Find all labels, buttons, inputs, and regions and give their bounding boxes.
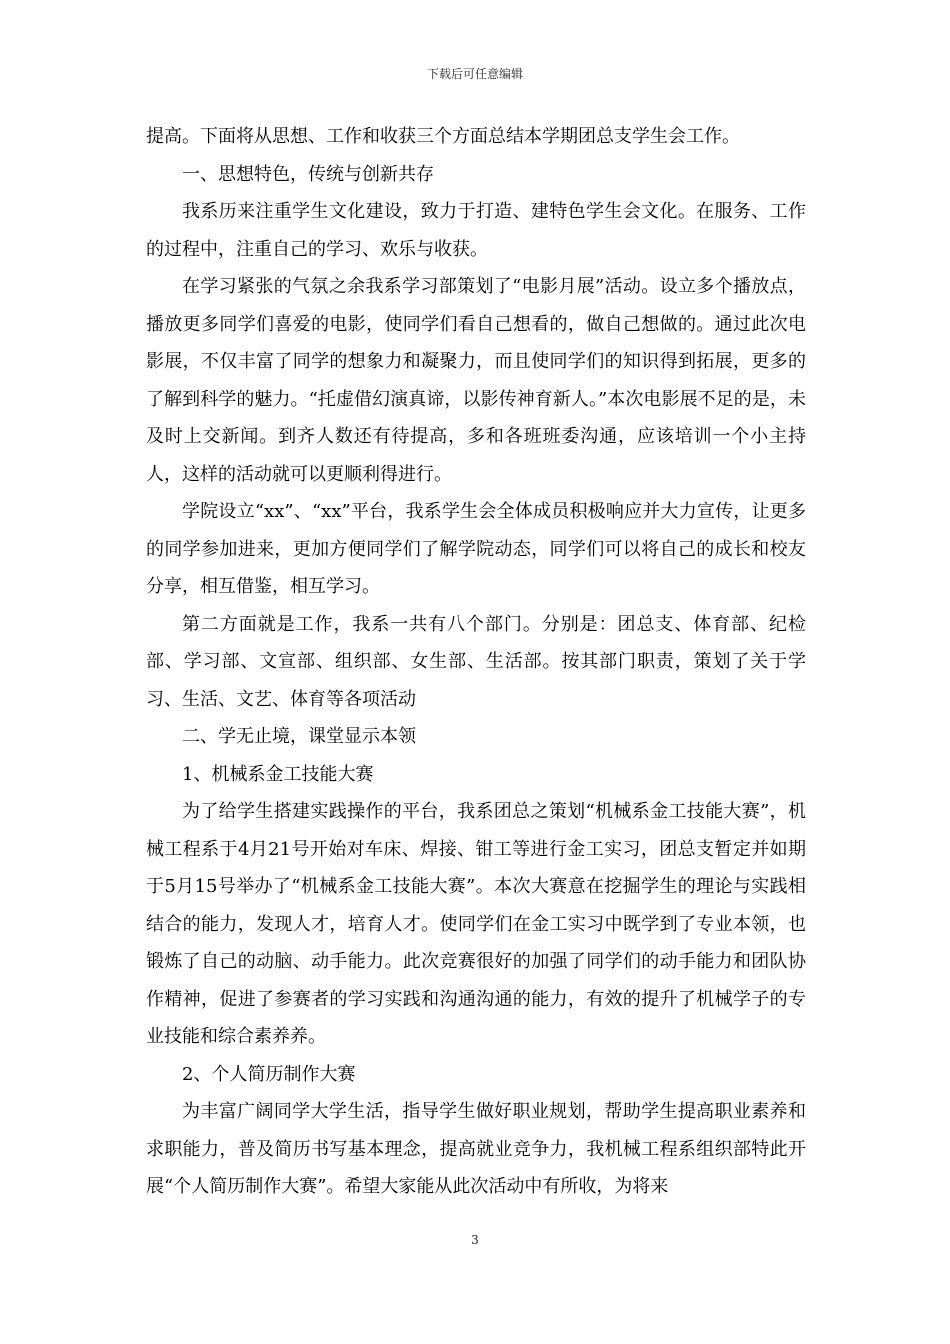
subsection-heading: 1、机械系金工技能大赛 xyxy=(182,763,374,785)
paragraph: 提高。下面将从思想、工作和收获三个方面总结本学期团总支学生会工作。 xyxy=(146,126,740,147)
paragraph: 为丰富广阔同学大学生活，指导学生做好职业规划，帮助学生提高职业素养和求职能力，普及简历书写基本理念，提高就业竞争力，我机械工程系组织部特此开展“个人简历制作大赛”。希望大家能从此次活动中有所收，为将来 xyxy=(146,1101,806,1197)
paragraph: 第二方面就是工作，我系一共有八个部门。分别是：团总支、体育部、纪检部、学习部、文宣部、组织部、女生部、生活部。按其部门职责，策划了关于学习、生活、文艺、体育等各项活动 xyxy=(146,613,806,710)
paragraph: 为了给学生搭建实践操作的平台，我系团总之策划“机械系金工技能大赛”，机械工程系于4月21号开始对车床、焊接、钳工等进行金工实习，团总支暂定并如期于5月15号举办了“机械系金工技能大赛”。本次大赛意在挖掘学生的理论与实践相结合的能力，发现人才，培育人才。使同学们在金工实习中既学到了专业本领，也锻炼了自己的动脑、动手能力。此次竞赛很好的加强了同学们的动手能力和团队协作精神，促进了参赛者的学习实践和沟通沟通的能力，有效的提升了机械学子的专业技能和综合素养养。 xyxy=(146,801,806,1047)
paragraph: 我系历来注重学生文化建设，致力于打造、建特色学生会文化。在服务、工作的过程中，注重自己的学习、欢乐与收获。 xyxy=(146,201,806,260)
page-number: 3 xyxy=(471,1233,479,1247)
subsection-heading: 2、个人简历制作大赛 xyxy=(182,1063,356,1085)
section-heading: 一、思想特色，传统与创新共存 xyxy=(182,163,434,185)
paragraph: 在学习紧张的气氛之余我系学习部策划了“电影月展”活动。设立多个播放点，播放更多同学们喜爱的电影，使同学们看自己想看的，做自己想做的。通过此次电影展，不仅丰富了同学的想象力和凝聚力，而且使同学们的知识得到拓展，更多的了解到科学的魅力。“托虚借幻演真谛，以影传神育新人。”本次电影展不足的是，未及时上交新闻。到齐人数还有待提高，多和各班班委沟通，应该培训一个小主持人，这样的活动就可以更顺利得进行。 xyxy=(146,276,806,485)
body-text xyxy=(146,118,806,1206)
section-heading: 二、学无止境，课堂显示本领 xyxy=(182,726,416,747)
paragraph: 学院设立“xx”、“xx”平台，我系学生会全体成员积极响应并大力宣传，让更多的同学参加进来，更加方便同学们了解学院动态，同学们可以将自己的成长和校友分享，相互借鉴，相互学习。 xyxy=(146,501,806,597)
page-header: 下载后可任意编辑 xyxy=(426,67,523,81)
